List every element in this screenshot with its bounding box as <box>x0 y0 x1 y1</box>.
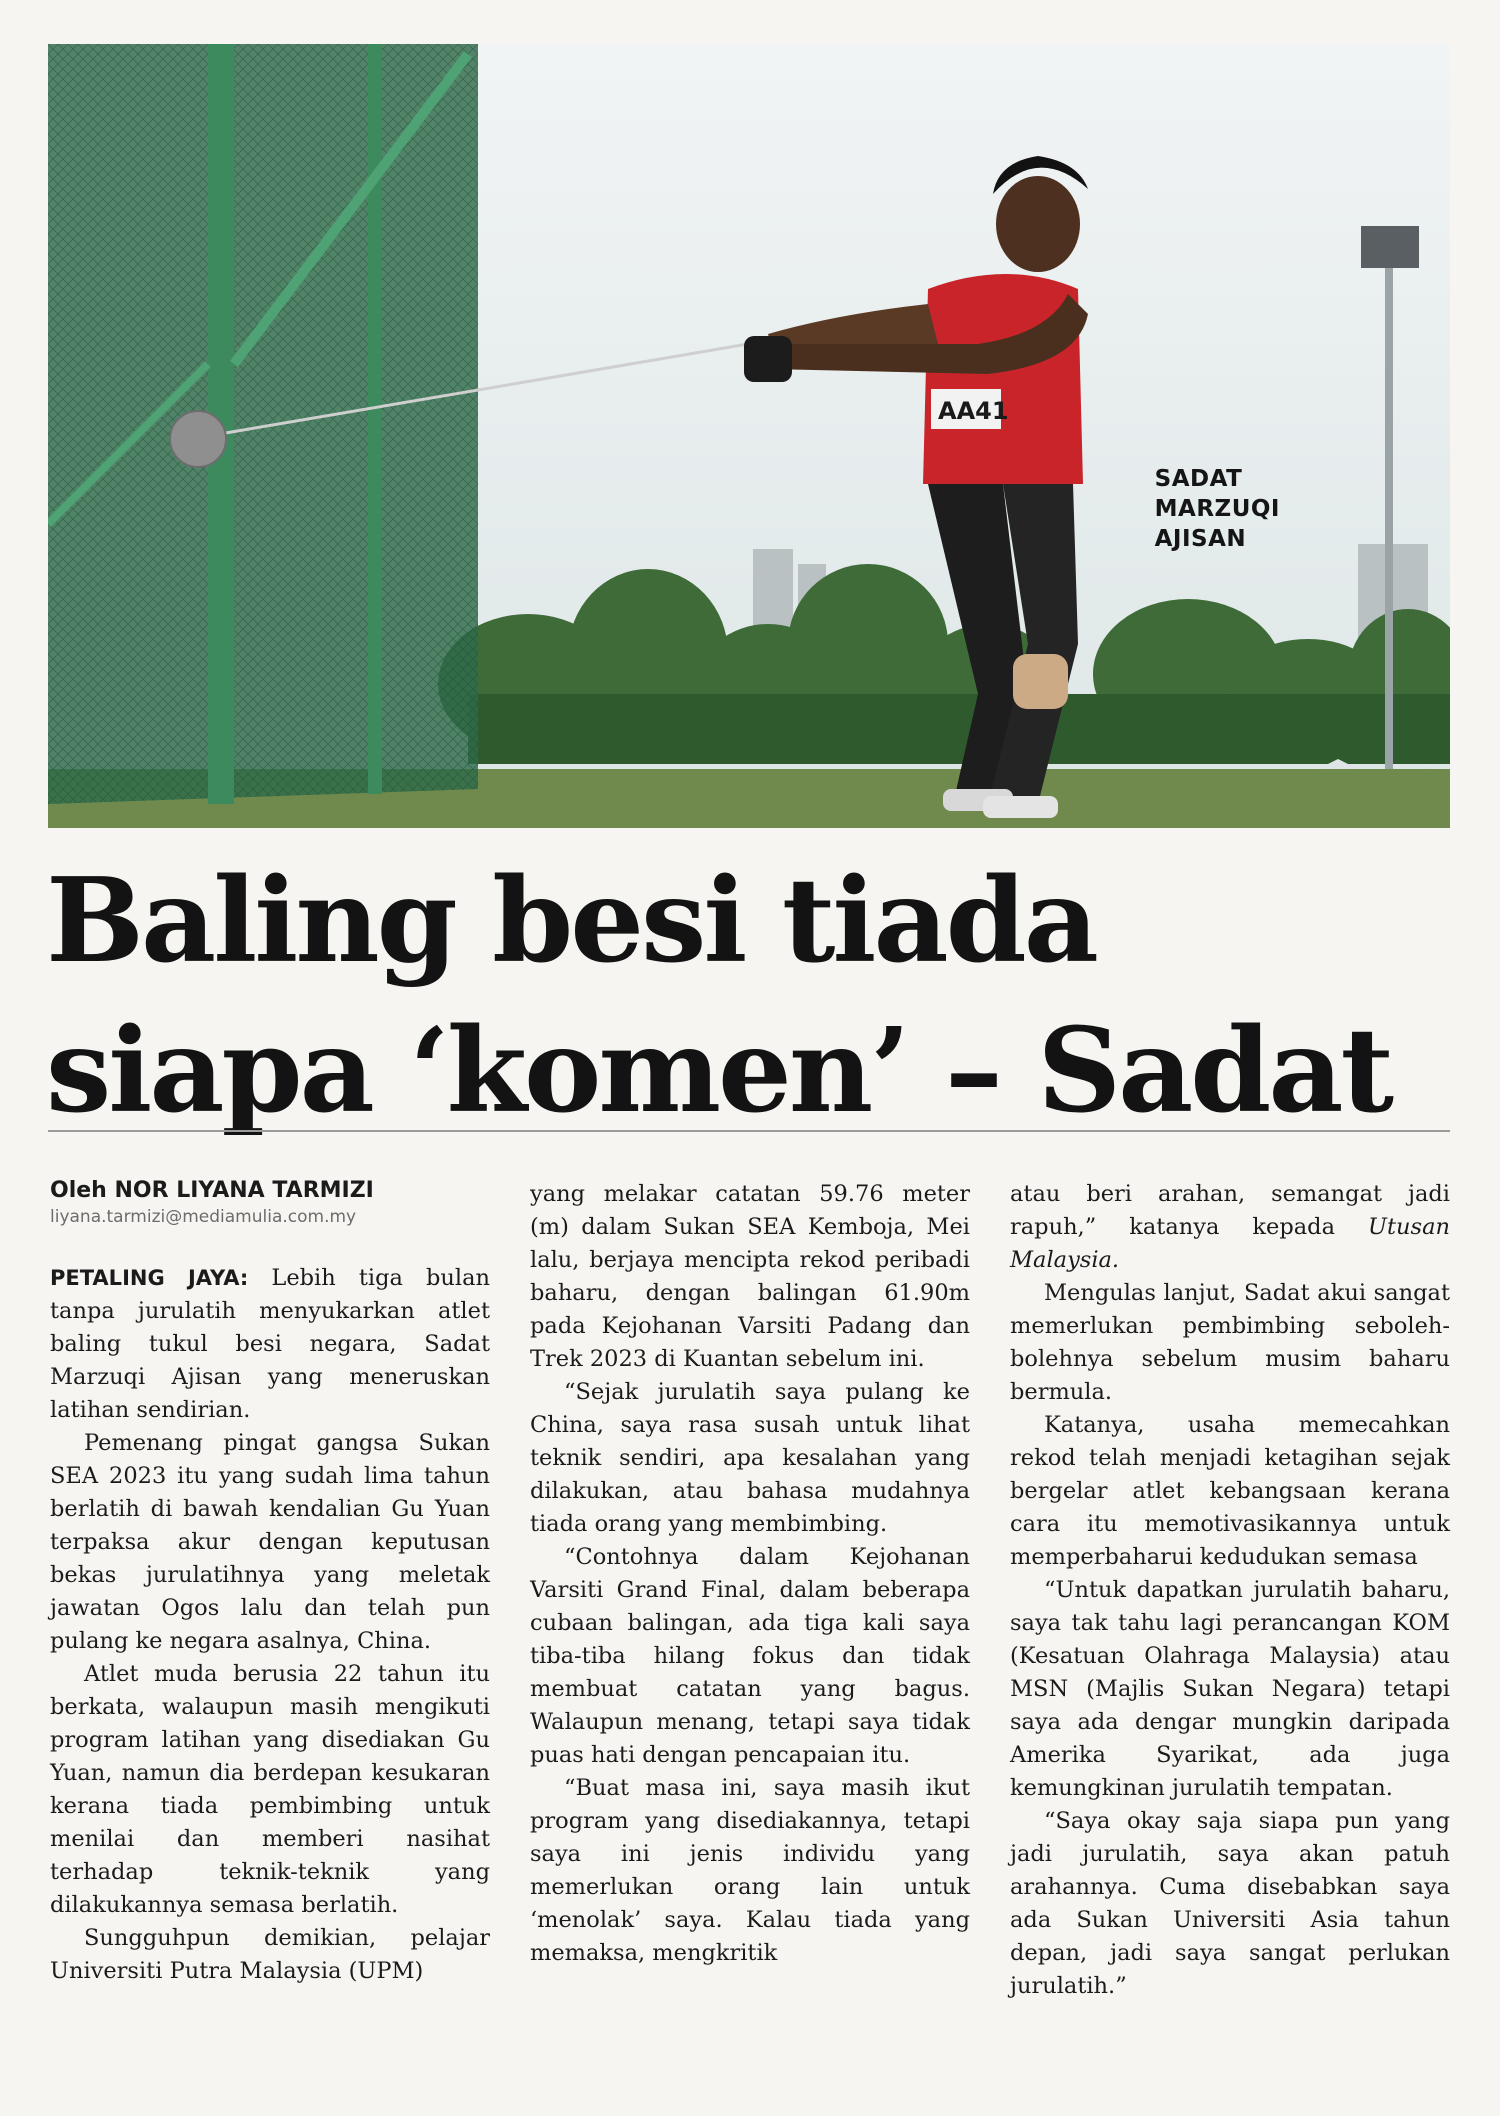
byline-prefix: Oleh <box>50 1178 107 1203</box>
byline <box>50 1178 490 1227</box>
paragraph: Sungguhpun demikian, pelajar Universiti Putra Malaysia (UPM) <box>50 1925 490 1984</box>
publication-name: Utusan Malaysia. <box>1010 1214 1450 1273</box>
byline-email: liyana.tarmizi@mediamulia.com.my <box>50 1207 357 1227</box>
paragraph: Mengulas lanjut, Sadat akui sangat memerlukan pembimbing seboleh-bolehnya sebelum musim baharu bermula. <box>1010 1280 1450 1405</box>
paragraph: “Untuk dapatkan jurulatih baharu, saya tak tahu lagi perancangan KOM (Kesatuan Olahraga Malaysia) atau MSN (Majlis Sukan Negara) tetapi saya ada dengar mungkin daripada Amerika Syarikat, ada juga kemungkinan jurulatih tempatan. <box>1010 1577 1450 1801</box>
byline-author: NOR LIYANA TARMIZI <box>114 1178 374 1203</box>
paragraph: “Saya okay saja siapa pun yang jadi jurulatih, saya akan patuh arahannya. Cuma disebabkan saya ada Sukan Universiti Asia tahun depan, jadi saya sangat perlukan jurulatih.” <box>1010 1808 1450 1999</box>
bib-number: AA41 <box>938 397 1009 425</box>
photo-caption <box>1155 464 1280 554</box>
caption-line-3: AJISAN <box>1154 526 1247 552</box>
article-photo <box>48 44 1450 828</box>
hammer-throw-photo <box>48 44 1450 828</box>
article-column-1 <box>50 1262 490 1988</box>
caption-line-1: SADAT <box>1154 466 1243 492</box>
paragraph: “Sejak jurulatih saya pulang ke China, saya rasa susah untuk lihat teknik sendiri, apa kesalahan yang dilakukan, atau bahasa mudahnya tiada orang yang membimbing. <box>530 1379 970 1537</box>
paragraph-text: Lebih tiga bulan tanpa jurulatih menyukarkan atlet baling tukul besi negara, Sadat Marzuqi Ajisan yang meneruskan latihan sendirian. <box>50 1265 491 1423</box>
headline-line-1: Baling besi tiada <box>46 853 1096 989</box>
byline-author-line <box>50 1178 490 1203</box>
paragraph: Pemenang pingat gangsa Sukan SEA 2023 itu yang sudah lima tahun berlatih di bawah kendalian Gu Yuan terpaksa akur dengan keputusan bekas jurulatihnya yang meletak jawatan Ogos lalu dan telah pun pulang ke negara asalnya, China. <box>50 1430 490 1654</box>
paragraph: yang melakar catatan 59.76 meter (m) dalam Sukan SEA Kemboja, Mei lalu, berjaya mencipta rekod peribadi baharu, dengan balingan 61.90m pada Kejohanan Varsiti Padang dan Trek 2023 di Kuantan sebelum ini. <box>530 1181 970 1372</box>
paragraph: “Contohnya dalam Kejohanan Varsiti Grand Final, dalam beberapa cubaan balingan, ada tiga kali saya tiba-tiba hilang fokus dan tidak membuat catatan yang bagus. Walaupun menang, tetapi saya tidak puas hati dengan pencapaian itu. <box>530 1544 970 1768</box>
paragraph: Atlet muda berusia 22 tahun itu berkata, walaupun masih mengikuti program latihan yang disediakan Gu Yuan, namun dia berdepan kesukaran kerana tiada pembimbing untuk menilai dan memberi nasihat terhadap teknik-teknik yang dilakukannya semasa berlatih. <box>50 1661 490 1918</box>
article-column-2 <box>530 1178 970 1970</box>
headline <box>46 846 1456 1146</box>
dateline: PETALING JAYA: <box>50 1266 249 1290</box>
paragraph-text: atau beri arahan, semangat jadi rapuh,” katanya kepada <box>1010 1181 1450 1240</box>
paragraph <box>50 1262 490 1427</box>
article-column-3 <box>1010 1178 1450 2003</box>
paragraph: Katanya, usaha memecahkan rekod telah menjadi ketagihan sejak bergelar atlet kebangsaan kerana cara itu memotivasikannya untuk memperbaharui kedudukan semasa <box>1010 1412 1450 1570</box>
headline-line-2: siapa ‘komen’ – Sadat <box>46 1003 1392 1139</box>
paragraph <box>1010 1178 1450 1277</box>
caption-line-2: MARZUQI <box>1154 496 1280 522</box>
paragraph: “Buat masa ini, saya masih ikut program yang disediakannya, tetapi saya ini jenis individu yang memerlukan orang lain untuk ‘menolak’ saya. Kalau tiada yang memaksa, mengkritik <box>530 1775 970 1966</box>
throwing-cage <box>48 44 478 804</box>
divider-rule <box>48 1130 1450 1132</box>
